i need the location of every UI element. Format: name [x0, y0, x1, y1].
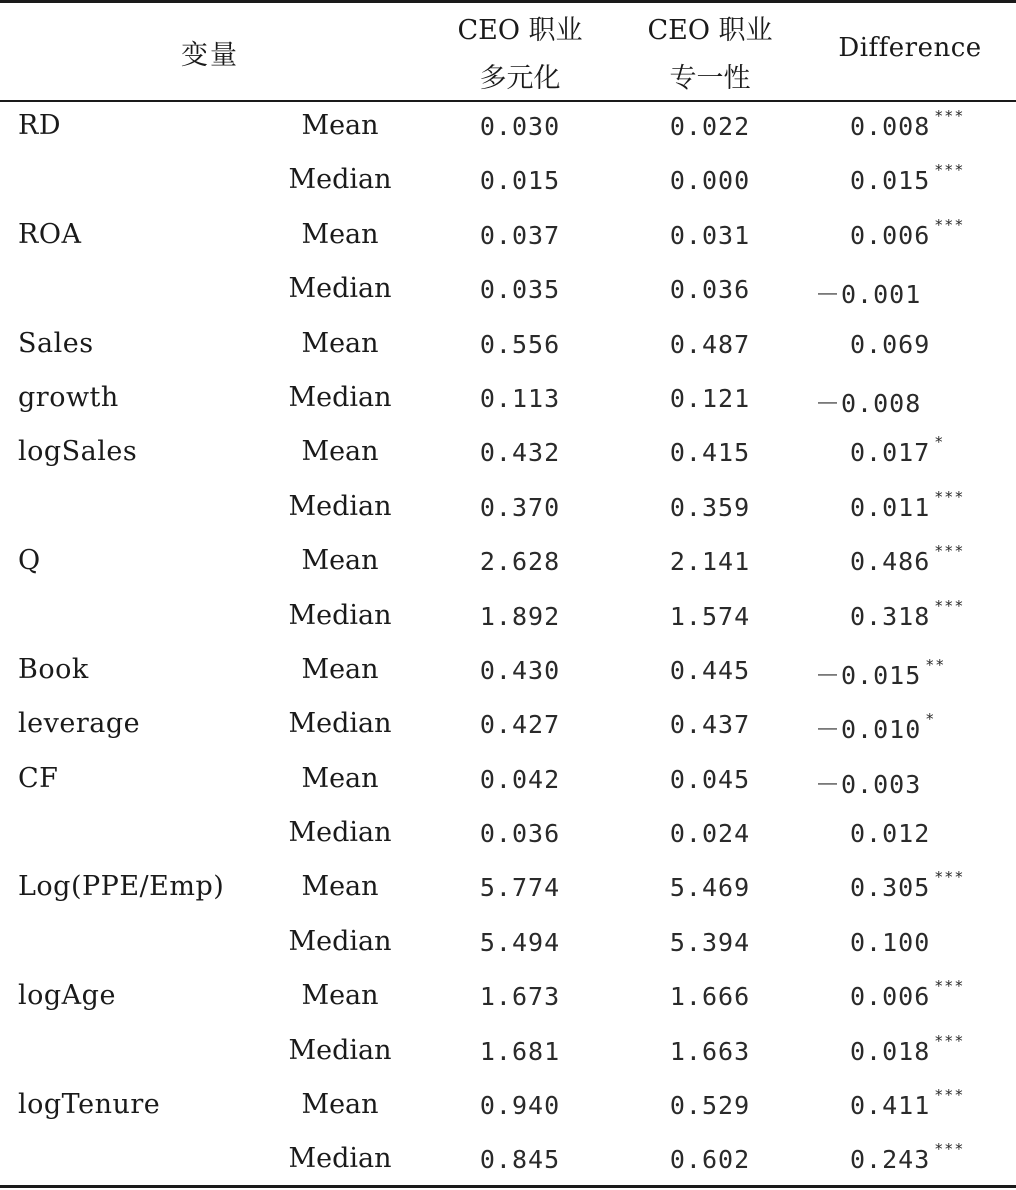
header-diversified	[440, 7, 600, 103]
significance-stars: ***	[934, 542, 965, 561]
cell-focused: 0.602	[669, 1145, 751, 1175]
cell-difference	[815, 384, 1015, 420]
significance-stars: ***	[934, 1140, 965, 1159]
cell-difference	[815, 928, 1015, 957]
cell-variable: Sales	[18, 327, 94, 359]
cell-focused: 5.469	[669, 873, 751, 903]
table-row	[0, 265, 1016, 319]
significance-stars: **	[925, 655, 946, 674]
difference-value: 0.100	[850, 927, 931, 957]
cell-difference	[815, 433, 1015, 468]
cell-variable: Q	[18, 545, 41, 577]
cell-difference	[815, 977, 1015, 1012]
cell-diversified: 0.845	[479, 1145, 561, 1175]
cell-diversified: 0.042	[479, 764, 561, 794]
table-header	[0, 3, 1016, 100]
cell-difference	[815, 656, 1015, 692]
cell-diversified: 1.892	[479, 601, 561, 631]
table-row	[0, 374, 1016, 428]
cell-difference	[815, 542, 1015, 577]
cell-statistic: Median	[288, 1143, 392, 1175]
significance-stars: ***	[934, 107, 965, 125]
difference-value: 0.318	[850, 601, 931, 631]
cell-diversified: 0.370	[479, 492, 561, 522]
cell-diversified: 0.556	[479, 329, 561, 359]
header-difference: Difference	[838, 33, 982, 63]
difference-value: 0.006	[850, 982, 931, 1012]
cell-variable: growth	[18, 381, 119, 413]
cell-focused: 1.666	[669, 982, 751, 1012]
difference-value: 0.011	[850, 492, 931, 522]
difference-value: 0.243	[850, 1145, 931, 1175]
cell-statistic: Mean	[301, 762, 379, 794]
difference-value: 0.305	[850, 873, 931, 903]
difference-value: 0.069	[850, 329, 931, 359]
cell-diversified: 1.681	[479, 1036, 561, 1066]
cell-focused: 0.121	[669, 383, 751, 413]
difference-value: 0.015	[850, 166, 931, 196]
cell-difference	[815, 215, 1015, 250]
table-row	[0, 700, 1016, 754]
cell-diversified: 5.774	[479, 873, 561, 903]
significance-stars: ***	[934, 487, 965, 506]
cell-difference	[815, 868, 1015, 903]
cell-focused: 0.031	[669, 220, 751, 250]
cell-variable: logAge	[18, 980, 116, 1012]
table-row	[0, 755, 1016, 809]
cell-statistic: Median	[288, 925, 392, 957]
cell-difference	[815, 275, 1015, 311]
cell-diversified: 1.673	[479, 982, 561, 1012]
table-row	[0, 918, 1016, 972]
difference-value: 0.012	[850, 819, 931, 849]
cell-statistic: Median	[288, 490, 392, 522]
cell-statistic: Median	[288, 1034, 392, 1066]
cell-diversified: 0.035	[479, 275, 561, 305]
cell-diversified: 0.113	[479, 383, 561, 413]
difference-value: 0.006	[850, 220, 931, 250]
difference-value: 0.017	[850, 438, 931, 468]
header-variable: 变量	[181, 40, 239, 71]
cell-focused: 0.487	[669, 329, 751, 359]
table-row	[0, 1081, 1016, 1135]
table-body	[0, 102, 1016, 1190]
cell-diversified: 0.037	[479, 220, 561, 250]
significance-stars: ***	[934, 215, 965, 234]
cell-focused: 5.394	[669, 927, 751, 957]
table-row	[0, 428, 1016, 482]
cell-diversified: 0.427	[479, 710, 561, 740]
cell-diversified: 0.030	[479, 112, 561, 141]
table-row	[0, 537, 1016, 591]
cell-variable: RD	[18, 110, 61, 141]
cell-statistic: Mean	[301, 327, 379, 359]
difference-value: －0.003	[815, 769, 922, 799]
cell-focused: 0.437	[669, 710, 751, 740]
difference-value: －0.008	[815, 388, 922, 418]
cell-difference	[815, 819, 1015, 848]
difference-value: 0.008	[850, 112, 931, 141]
cell-statistic: Mean	[301, 218, 379, 250]
cell-focused: 1.574	[669, 601, 751, 631]
cell-focused: 0.415	[669, 438, 751, 468]
cell-statistic: Mean	[301, 653, 379, 685]
cell-focused: 0.045	[669, 764, 751, 794]
cell-statistic: Mean	[301, 1089, 379, 1121]
significance-stars: *	[934, 433, 945, 452]
significance-stars: ***	[934, 596, 965, 615]
cell-difference	[815, 1140, 1015, 1175]
cell-focused: 0.359	[669, 492, 751, 522]
cell-statistic: Median	[288, 273, 392, 305]
cell-diversified: 0.430	[479, 655, 561, 685]
header-diversified-line2: 多元化	[479, 63, 561, 94]
difference-value: －0.001	[815, 280, 922, 310]
significance-stars: *	[925, 710, 936, 729]
cell-focused: 0.024	[669, 819, 751, 849]
cell-variable: Book	[18, 653, 89, 685]
cell-focused: 0.529	[669, 1091, 751, 1121]
cell-difference	[815, 330, 1015, 359]
table-row	[0, 156, 1016, 210]
cell-statistic: Median	[288, 708, 392, 740]
cell-statistic: Median	[288, 817, 392, 849]
header-focused-line1: CEO 职业	[647, 15, 773, 46]
cell-statistic: Mean	[301, 871, 379, 903]
cell-difference	[815, 710, 1015, 746]
cell-difference	[815, 765, 1015, 801]
cell-difference	[815, 487, 1015, 522]
difference-value: 0.018	[850, 1036, 931, 1066]
cell-variable: logSales	[18, 436, 138, 468]
cell-diversified: 0.015	[479, 166, 561, 196]
table-row	[0, 320, 1016, 374]
significance-stars: ***	[934, 868, 965, 887]
bottom-rule	[0, 1185, 1016, 1188]
difference-value: －0.010	[815, 715, 922, 745]
cell-difference	[815, 1086, 1015, 1121]
cell-diversified: 2.628	[479, 547, 561, 577]
cell-focused: 0.445	[669, 655, 751, 685]
cell-diversified: 5.494	[479, 927, 561, 957]
cell-statistic: Mean	[301, 980, 379, 1012]
table-row	[0, 592, 1016, 646]
cell-variable: CF	[18, 762, 59, 794]
table-row	[0, 483, 1016, 537]
significance-stars: ***	[934, 1086, 965, 1105]
header-diversified-line1: CEO 职业	[457, 15, 583, 46]
cell-focused: 0.022	[669, 112, 751, 141]
difference-value: 0.411	[850, 1091, 931, 1121]
table-row	[0, 809, 1016, 863]
cell-statistic: Mean	[301, 436, 379, 468]
table-row	[0, 1135, 1016, 1189]
table-row	[0, 102, 1016, 156]
cell-statistic: Median	[288, 381, 392, 413]
significance-stars: ***	[934, 977, 965, 996]
cell-difference	[815, 161, 1015, 196]
header-focused-line2: 专一性	[669, 63, 751, 94]
table-row	[0, 1027, 1016, 1081]
cell-statistic: Mean	[301, 545, 379, 577]
cell-focused: 0.036	[669, 275, 751, 305]
significance-stars: ***	[934, 1031, 965, 1050]
significance-stars: ***	[934, 161, 965, 180]
table-row	[0, 211, 1016, 265]
cell-variable: leverage	[18, 708, 141, 740]
cell-diversified: 0.940	[479, 1091, 561, 1121]
cell-variable: logTenure	[18, 1089, 161, 1121]
cell-statistic: Median	[288, 164, 392, 196]
cell-statistic: Mean	[301, 110, 379, 141]
header-focused	[630, 7, 790, 103]
cell-focused: 0.000	[669, 166, 751, 196]
cell-difference	[815, 596, 1015, 631]
table-row	[0, 972, 1016, 1026]
cell-variable: ROA	[18, 218, 82, 250]
cell-difference	[815, 1031, 1015, 1066]
cell-focused: 1.663	[669, 1036, 751, 1066]
cell-diversified: 0.432	[479, 438, 561, 468]
cell-focused: 2.141	[669, 547, 751, 577]
cell-variable: Log(PPE/Emp)	[18, 871, 225, 903]
cell-difference	[815, 107, 1015, 141]
table-row	[0, 863, 1016, 917]
cell-diversified: 0.036	[479, 819, 561, 849]
cell-statistic: Median	[288, 599, 392, 631]
table-row	[0, 646, 1016, 700]
difference-value: 0.486	[850, 547, 931, 577]
difference-value: －0.015	[815, 660, 922, 690]
